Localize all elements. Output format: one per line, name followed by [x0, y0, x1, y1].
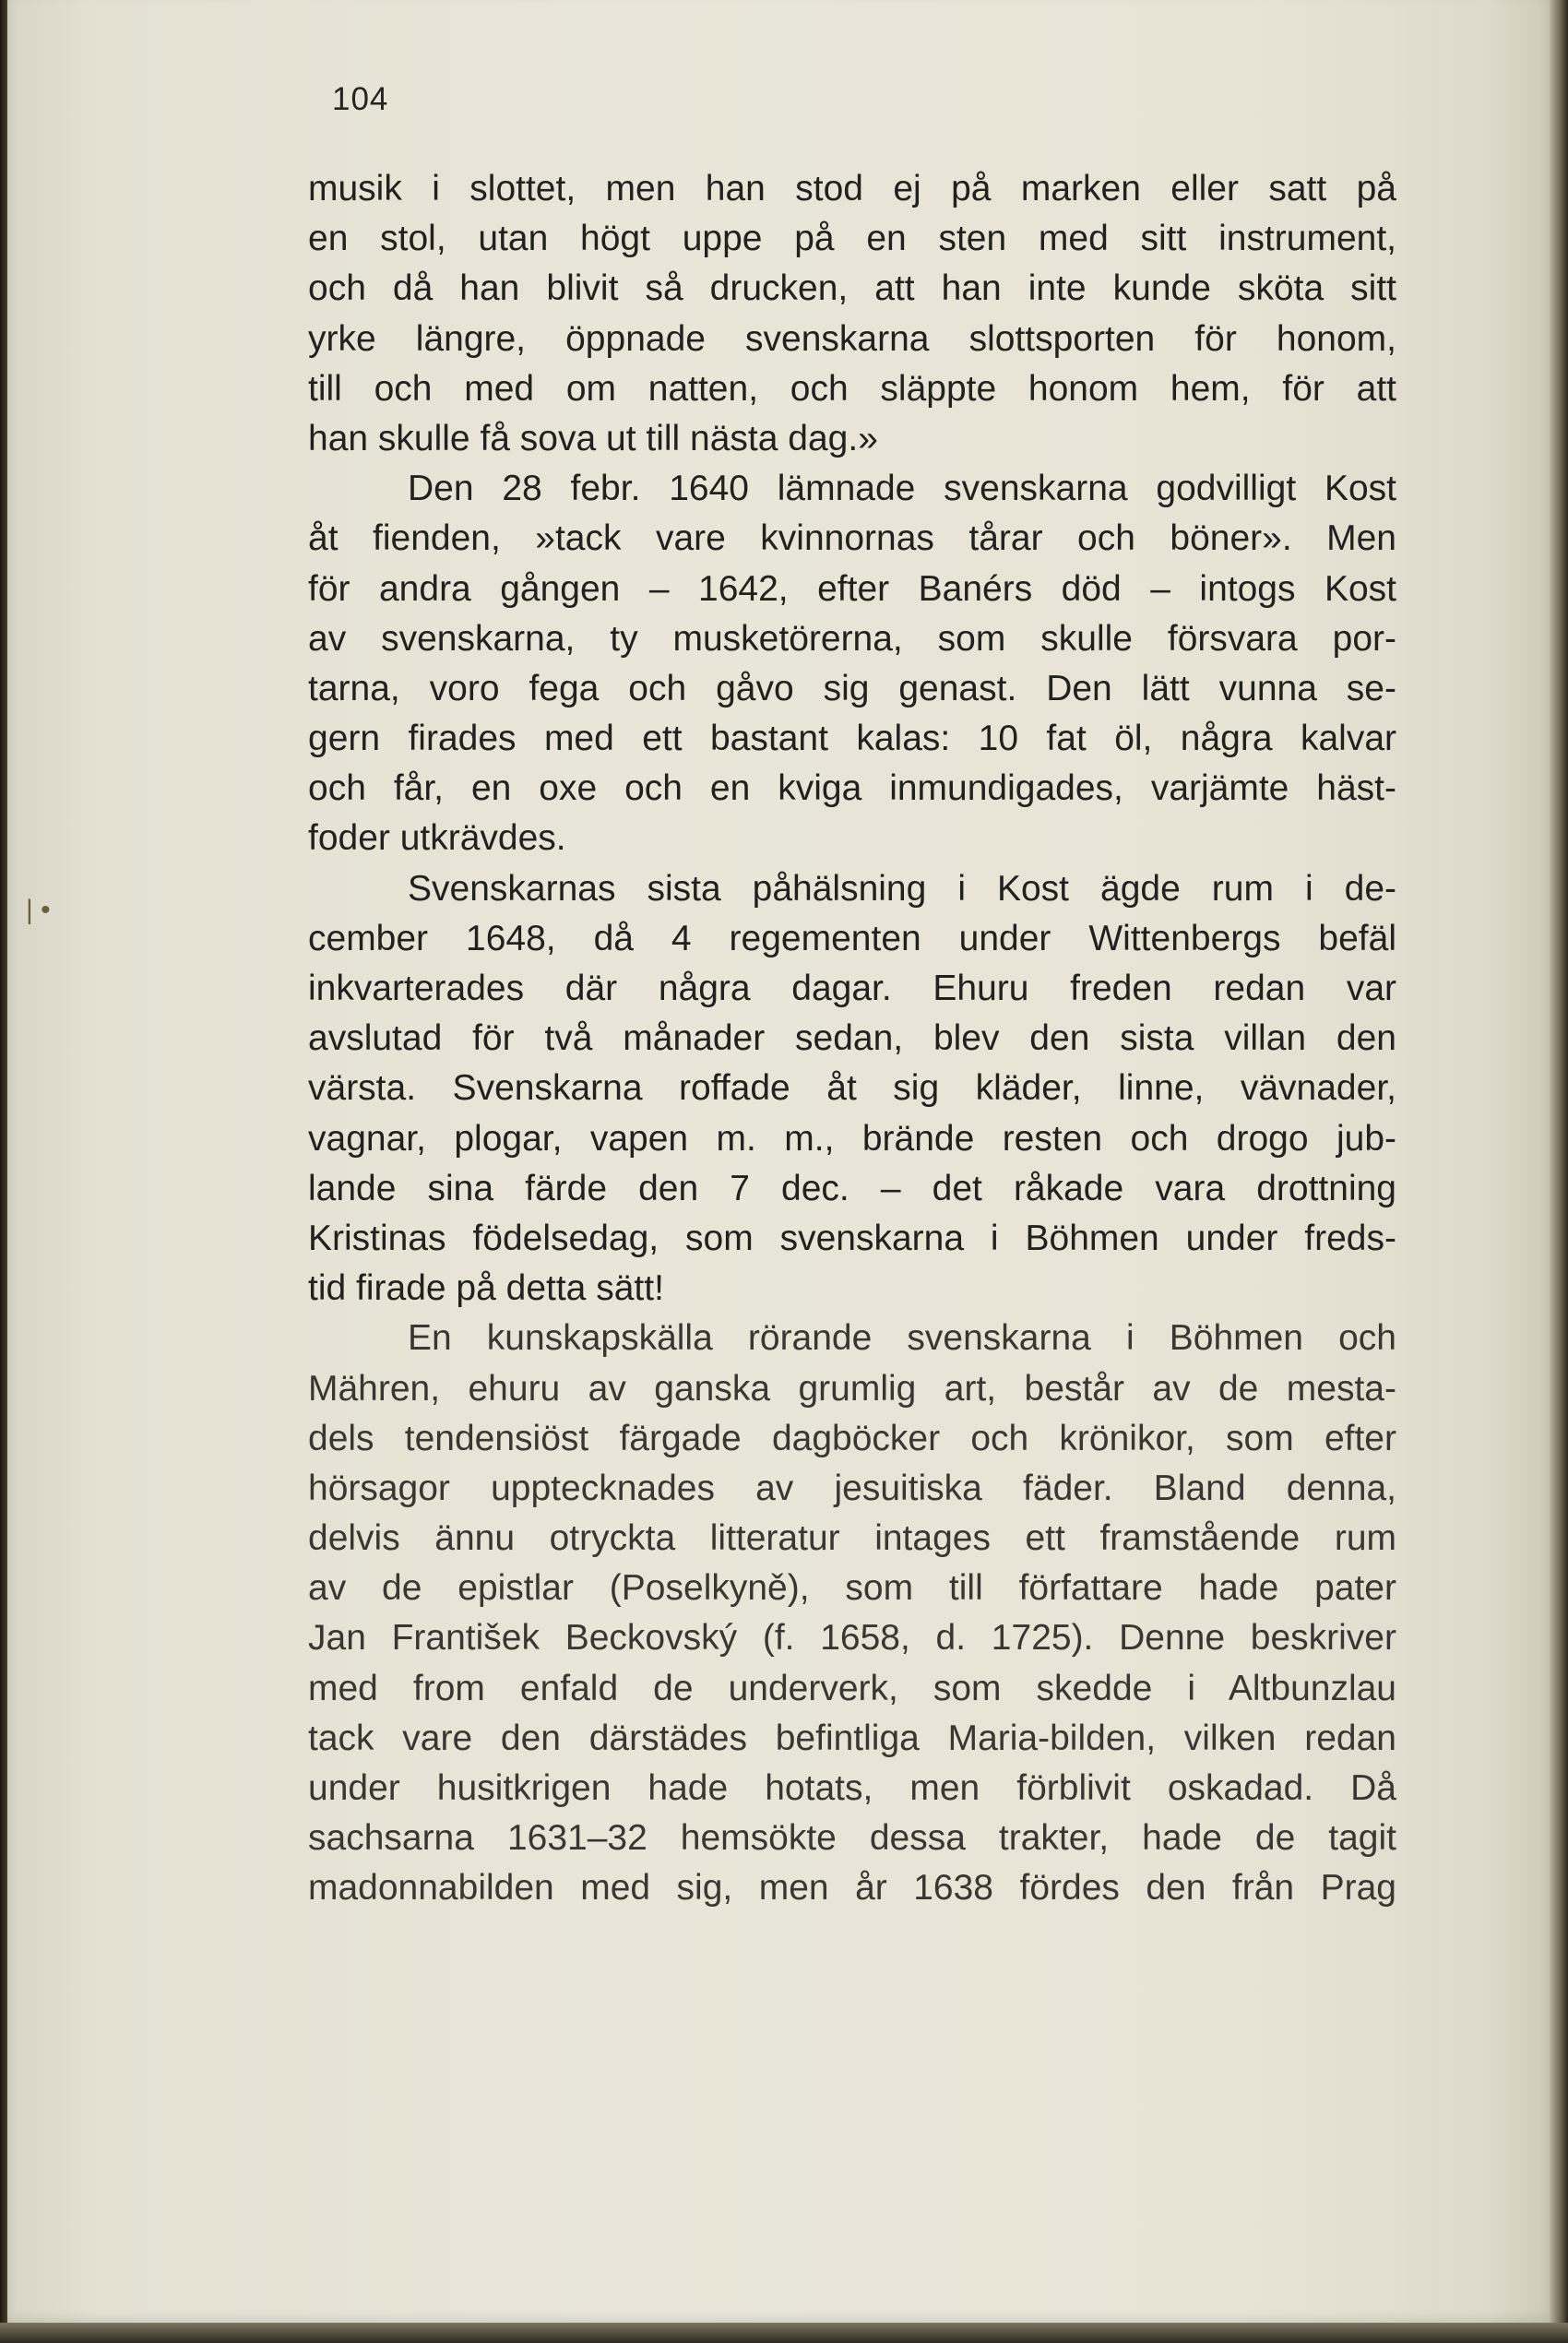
text-line: han skulle få sova ut till nästa dag.»	[308, 418, 878, 458]
text-line: tarna, voro fega och gåvo sig genast. Den lätt vunna se-	[308, 668, 1396, 708]
book-page	[7, 0, 1550, 2325]
text-line: Den 28 febr. 1640 lämnade svenskarna godvilligt Kost	[408, 469, 1396, 509]
text-line: med from enfald de underverk, som skedde i Altbunzlau	[308, 1668, 1396, 1708]
text-line: Kristinas födelsedag, som svenskarna i Böhmen under freds-	[308, 1218, 1396, 1258]
text-line: åt fienden, »tack vare kvinnornas tårar och böner». Men	[308, 518, 1396, 559]
text-line: Mähren, ehuru av ganska grumlig art, består av de mesta-	[308, 1368, 1396, 1409]
page-right-edge	[1550, 0, 1568, 2343]
text-line: av svenskarna, ty musketörerna, som skulle försvara por-	[308, 618, 1396, 659]
text-line: Jan František Beckovský (f. 1658, d. 1725). Denne beskriver	[308, 1618, 1396, 1659]
text-line: yrke längre, öppnade svenskarna slottsporten för honom,	[308, 318, 1396, 359]
text-line: tid firade på detta sätt!	[308, 1268, 664, 1309]
text-line: av de epistlar (Poselkyně), som till författare hade pater	[308, 1568, 1396, 1609]
text-line: delvis ännu otryckta litteratur intages ett framstående rum	[308, 1518, 1396, 1559]
text-line: hörsagor upptecknades av jesuitiska fäder. Bland denna,	[308, 1468, 1396, 1508]
text-line: En kunskapskälla rörande svenskarna i Böhmen och	[408, 1318, 1396, 1359]
text-line: inkvarterades där några dagar. Ehuru freden redan var	[308, 969, 1396, 1008]
text-line: lande sina färde den 7 dec. – det råkade vara drottning	[308, 1168, 1396, 1208]
text-line: gern firades med ett bastant kalas: 10 fat öl, några kalvar	[308, 719, 1396, 759]
text-line: och får, en oxe och en kviga inmundigades, varjämte häst-	[308, 768, 1396, 809]
text-line: madonnabilden med sig, men år 1638 fördes den från Prag	[308, 1868, 1396, 1909]
text-line: foder utkrävdes.	[308, 818, 566, 859]
text-line: vagnar, plogar, vapen m. m., brände resten och drogo jub-	[308, 1118, 1396, 1159]
text-line: sachsarna 1631–32 hemsökte dessa trakter, hade de tagit	[308, 1818, 1396, 1859]
margin-mark: | •	[26, 895, 51, 925]
page-number: 104	[332, 81, 389, 117]
text-line: tack vare den därstädes befintliga Maria-bilden, vilken redan	[308, 1718, 1396, 1758]
text-line: cember 1648, då 4 regementen under Wittenbergs befäl	[308, 918, 1396, 958]
paragraph-1	[308, 164, 1396, 464]
paragraph-2	[308, 464, 1396, 864]
text-line: dels tendensiöst färgade dagböcker och krönikor, som efter	[308, 1418, 1396, 1458]
text-line: för andra gången – 1642, efter Banérs död – intogs Kost	[308, 568, 1396, 609]
text-line: en stol, utan högt uppe på en sten med sitt instrument,	[308, 219, 1396, 259]
paragraph-4	[308, 1314, 1396, 1913]
body-text	[308, 164, 1396, 1914]
text-line: och då han blivit så drucken, att han inte kunde sköta sitt	[308, 268, 1396, 309]
paragraph-3	[308, 864, 1396, 1314]
page-bottom-edge	[0, 2323, 1568, 2343]
text-line: under husitkrigen hade hotats, men förblivit oskadad. Då	[308, 1768, 1396, 1808]
book-binding-edge	[0, 0, 7, 2343]
text-line: värsta. Svenskarna roffade åt sig kläder, linne, vävnader,	[308, 1068, 1396, 1109]
text-line: Svenskarnas sista påhälsning i Kost ägde rum i de-	[408, 868, 1396, 909]
text-line: musik i slottet, men han stod ej på marken eller satt på	[308, 169, 1396, 208]
text-line: till och med om natten, och släppte honom hem, för att	[308, 368, 1396, 409]
text-line: avslutad för två månader sedan, blev den sista villan den	[308, 1018, 1396, 1059]
